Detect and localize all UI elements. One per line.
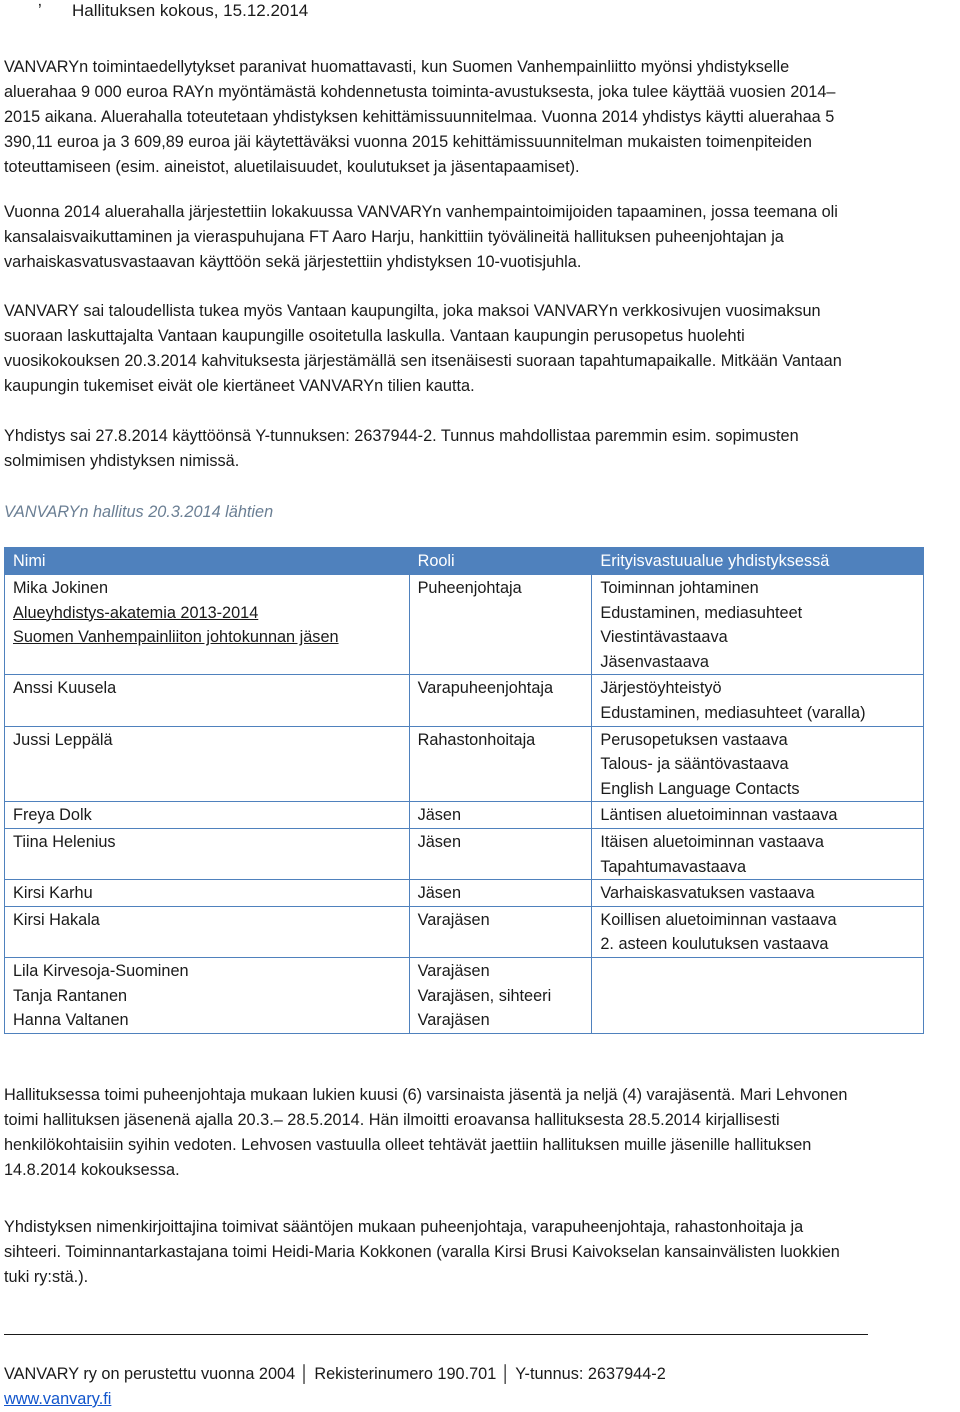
table-row	[5, 906, 924, 957]
paragraph-funding-line3: 2015 aikana. Aluerahalla toteutetaan yhdistyksen kehittämissuunnitelmaa. Vuonna 2014 yhdistys käytti aluerahaa 5	[4, 108, 835, 126]
website-link[interactable]: www.vanvary.fi	[4, 1390, 112, 1408]
cell-responsibility: Toiminnan johtaminen Edustaminen, mediasuhteet Viestintävastaava Jäsenvastaava	[592, 575, 924, 675]
cell-responsibility: Varhaiskasvatuksen vastaava	[592, 880, 924, 907]
paragraph-business-id: Yhdistys sai 27.8.2014 käyttöönsä Y-tunnuksen: 2637944-2. Tunnus mahdollistaa paremmin esim. sopimusten solmimisen yhdistyksen nimissä.	[4, 427, 799, 470]
cell-name: Mika Jokinen Alueyhdistys-akatemia 2013-2014 Suomen Vanhempainliiton johtokunnan jäsen	[5, 575, 410, 675]
cell-name: Lila Kirvesoja-Suominen Tanja Rantanen Hanna Valtanen	[5, 957, 410, 1033]
paragraph-funding: VANVARYn toimintaedellytykset paranivat huomattavasti, kun Suomen Vanhempainliitto myönsi yhdistykselle aluerahaa 9 000 euroa RAYn myöntämästä kohdennetusta toiminta-avustuksesta, joka tulee käyttää vuosien 2014– 2015 aikana. Aluerahalla toteutetaan yhdistyksen kehittämissuunnitelmaa. Vuonna 2014 yhdistys käytti aluerahaa 5 390,11 euroa ja 3 609,89 euroa jäi käytettäväksi vuonna 2015 kehittämissuunnitelman mukaisten toimenpiteiden toteuttamiseen (esim. aineistot, aluetilaisuudet, koulutukset ja jäsentapaamiset).	[4, 58, 836, 176]
cell-role: Rahastonhoitaja	[409, 726, 592, 802]
cell-responsibility	[592, 957, 924, 1033]
board-table	[4, 547, 924, 1034]
table-header-row	[5, 548, 924, 575]
column-header-responsibility: Erityisvastuualue yhdistyksessä	[592, 548, 924, 575]
cell-responsibility: Koillisen aluetoiminnan vastaava 2. asteen koulutuksen vastaava	[592, 906, 924, 957]
table-row	[5, 957, 924, 1033]
board-subheading: VANVARYn hallitus 20.3.2014 lähtien	[4, 503, 274, 521]
cell-name: Kirsi Hakala	[5, 906, 410, 957]
cell-name: Tiina Helenius	[5, 828, 410, 879]
column-header-role: Rooli	[409, 548, 592, 575]
paragraph-board-composition: Hallituksessa toimi puheenjohtaja mukaan lukien kuusi (6) varsinaista jäsentä ja neljä (4) varajäsentä. Mari Lehvonen toimi hallituksen jäsenenä ajalla 20.3.– 28.5.2014. Hän ilmoitti eroavansa hallituksesta 28.5.2014 kirjallisesti henkilökohtaisiin syihin vedoten. Lehvosen vastuulla olleet tehtävät jaettiin hallituksen muille jäsenille hallituksen 14.8.2014 kokouksessa.	[4, 1086, 848, 1179]
cell-responsibility: Läntisen aluetoiminnan vastaava	[592, 802, 924, 829]
cell-role: Varapuheenjohtaja	[409, 675, 592, 726]
paragraph-events: Vuonna 2014 aluerahalla järjestettiin lokakuussa VANVARYn vanhempaintoimijoiden tapaaminen, jossa teemana oli kansalaisvaikuttaminen ja vieraspuhujana FT Aaro Harju, hankittiin työvälineitä hallituksen puheenjohtajan ja varhaiskasvatusvastaavan käyttöön sekä järjestettiin yhdistyksen 10-vuotisjuhla.	[4, 203, 838, 271]
cell-responsibility: Itäisen aluetoiminnan vastaava Tapahtumavastaava	[592, 828, 924, 879]
column-header-name: Nimi	[5, 548, 410, 575]
cell-role: Varajäsen	[409, 906, 592, 957]
cell-responsibility: Järjestöyhteistyö Edustaminen, mediasuhteet (varalla)	[592, 675, 924, 726]
cell-name: Freya Dolk	[5, 802, 410, 829]
paragraph-signatories: Yhdistyksen nimenkirjoittajina toimivat sääntöjen mukaan puheenjohtaja, varapuheenjohtaja, rahastonhoitaja ja sihteeri. Toiminnantarkastajana toimi Heidi-Maria Kokkonen (varalla Kirsi Brusi Kaivokselan kansainvälisten luokkien tuki ry:stä.).	[4, 1218, 840, 1286]
table-row	[5, 828, 924, 879]
header-title: Hallituksen kokous, 15.12.2014	[72, 1, 309, 20]
cell-name: Anssi Kuusela	[5, 675, 410, 726]
table-row	[5, 726, 924, 802]
cell-role: Puheenjohtaja	[409, 575, 592, 675]
page-header	[0, 0, 308, 22]
cell-role: Jäsen	[409, 828, 592, 879]
header-mark: ʼ	[38, 1, 42, 20]
cell-role: Varajäsen Varajäsen, sihteeri Varajäsen	[409, 957, 592, 1033]
footer-divider	[4, 1334, 868, 1335]
cell-role: Jäsen	[409, 880, 592, 907]
footer-info: VANVARY ry on perustettu vuonna 2004 │ Rekisterinumero 190.701 │ Y-tunnus: 2637944-2	[4, 1365, 666, 1383]
cell-name: Kirsi Karhu	[5, 880, 410, 907]
table-row	[5, 802, 924, 829]
cell-name: Jussi Leppälä	[5, 726, 410, 802]
table-row	[5, 880, 924, 907]
table-row	[5, 675, 924, 726]
cell-responsibility: Perusopetuksen vastaava Talous- ja sääntövastaava English Language Contacts	[592, 726, 924, 802]
table-row	[5, 575, 924, 675]
paragraph-city-support: VANVARY sai taloudellista tukea myös Vantaan kaupungilta, joka maksoi VANVARYn verkkosivujen vuosimaksun suoraan laskuttajalta Vantaan kaupungille osoitetulla laskulla. Vantaan kaupungin perusopetus huolehti vuosikokouksen 20.3.2014 kahvituksesta järjestämällä sen itsenäisesti suoraan tapahtumapaikalle. Mitkään Vantaan kaupungin tukemiset eivät ole kiertäneet VANVARYn tilien kautta.	[4, 302, 842, 395]
cell-role: Jäsen	[409, 802, 592, 829]
